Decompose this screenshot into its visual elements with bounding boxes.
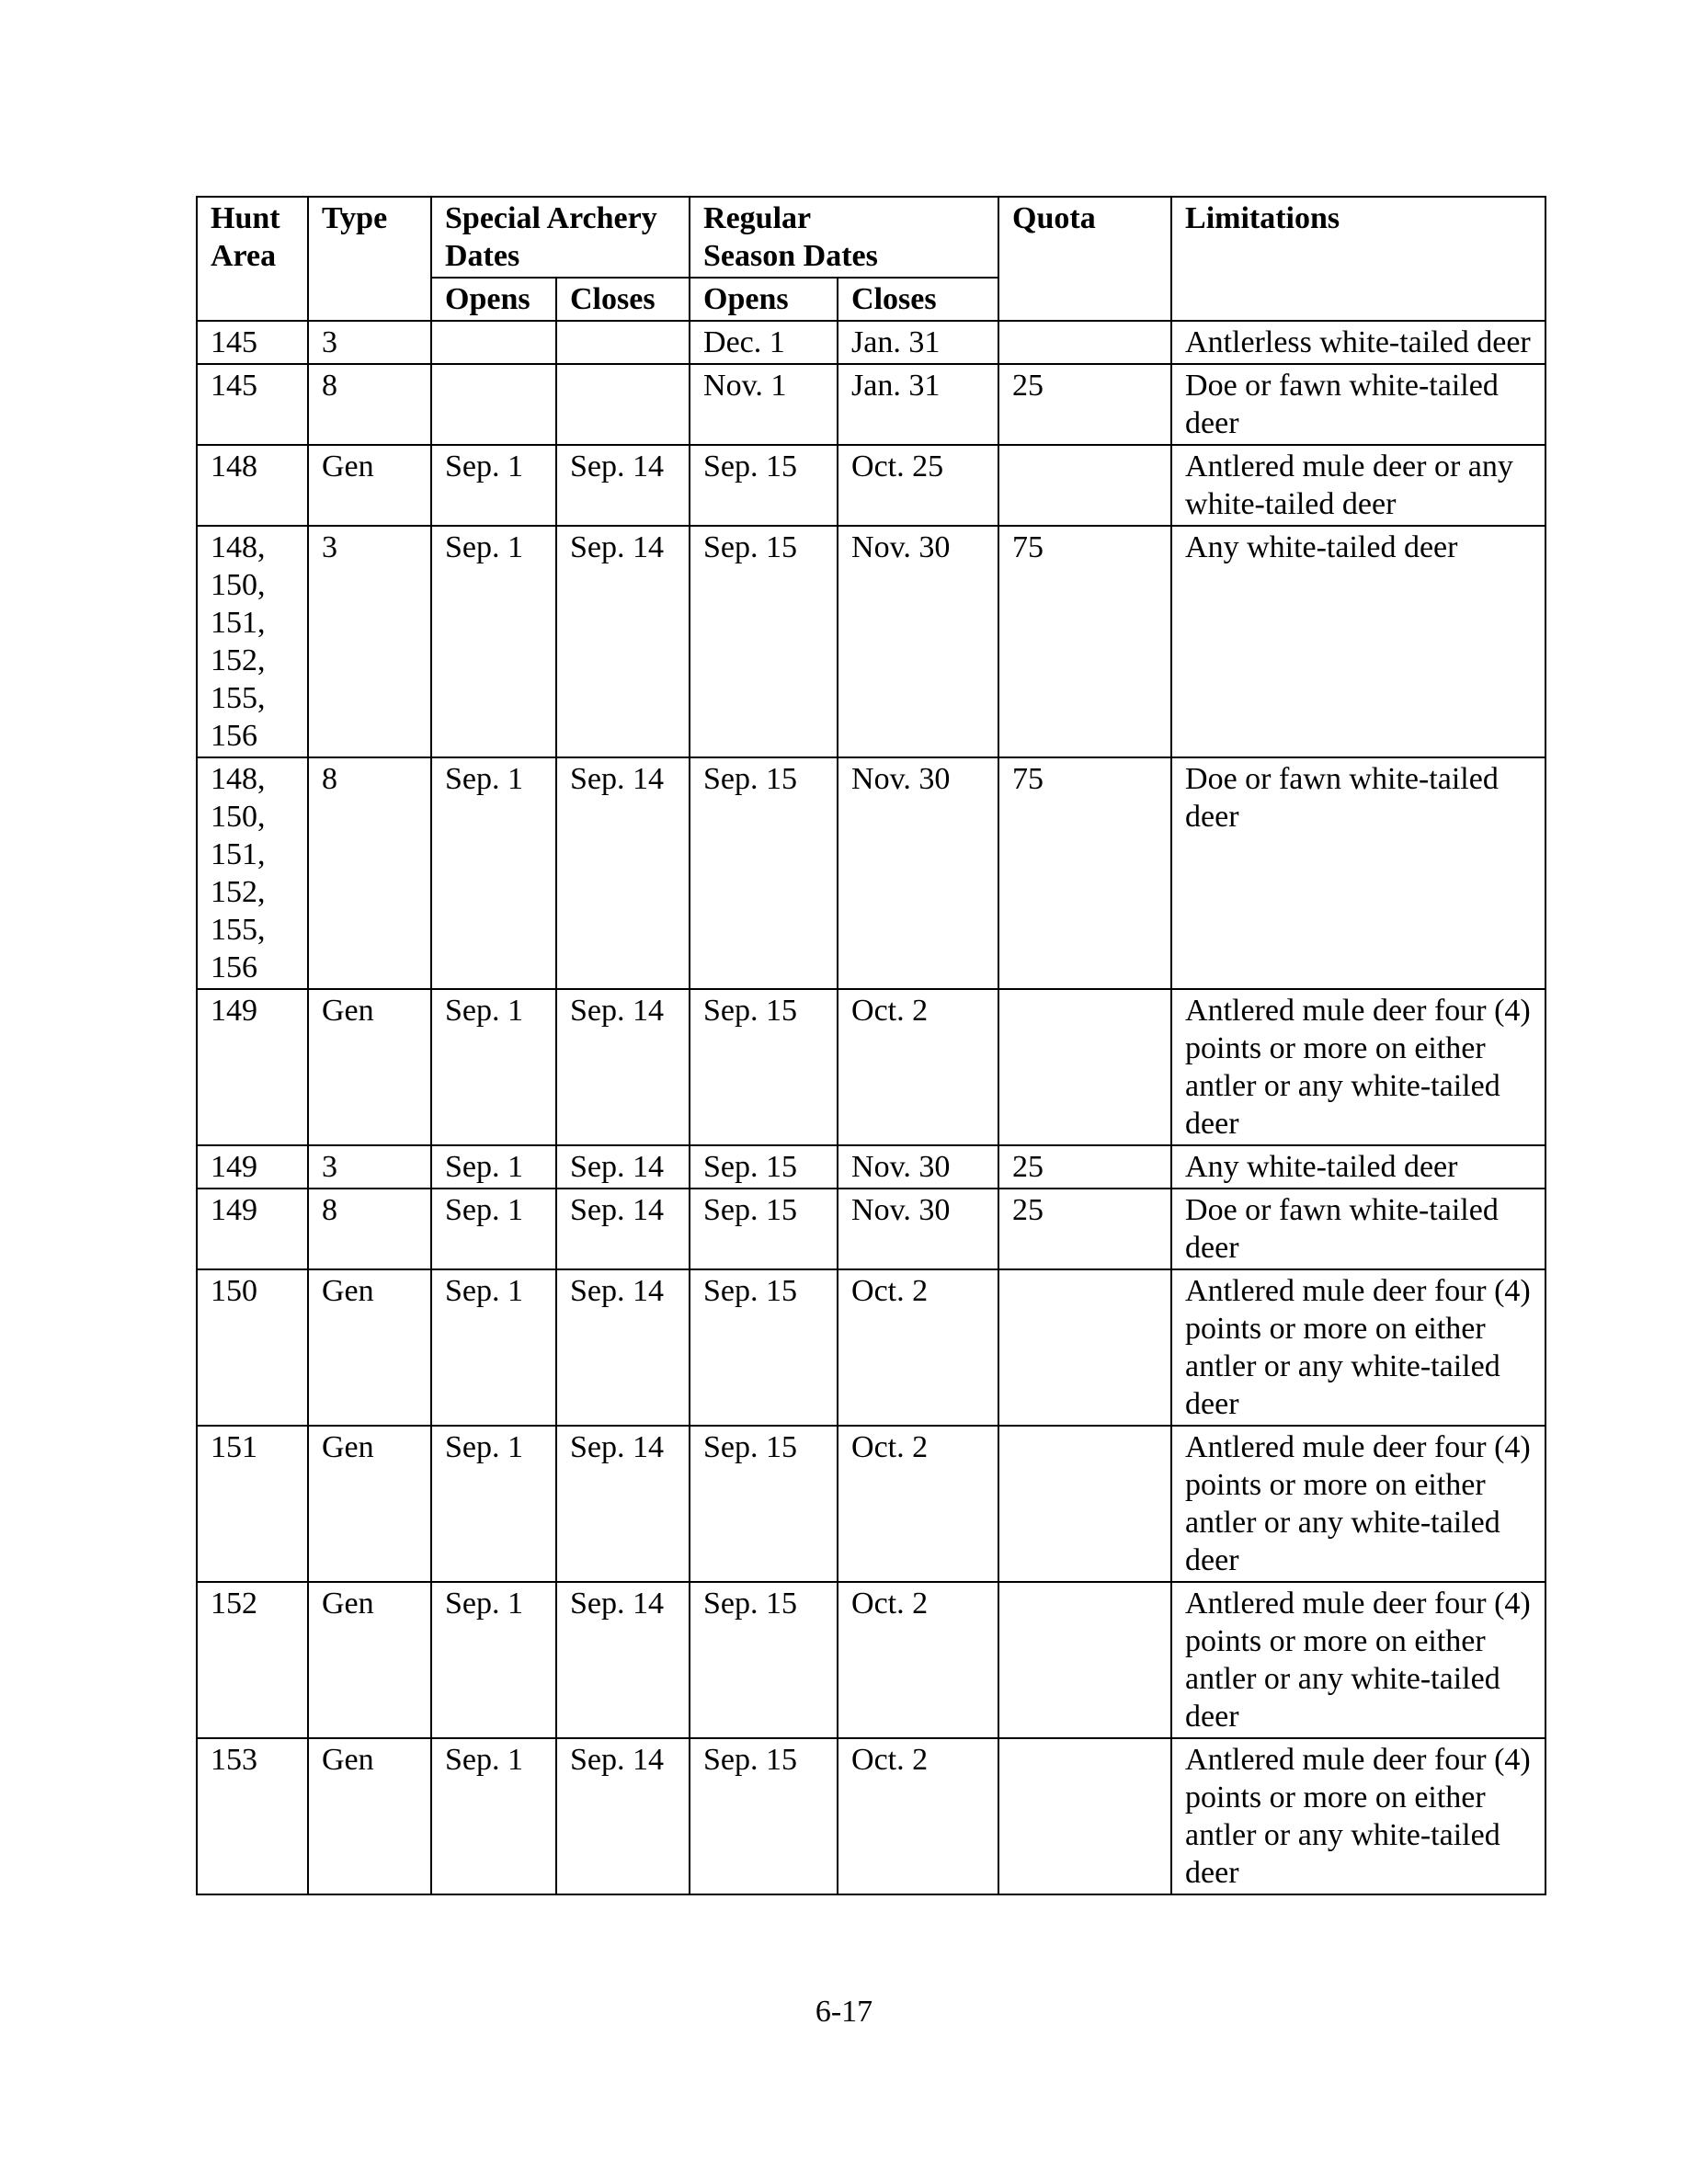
cell-archery-closes: Sep. 14 <box>556 1738 690 1894</box>
cell-regular-closes: Nov. 30 <box>838 526 998 757</box>
cell-quota <box>998 1269 1171 1426</box>
table-row <box>197 1426 1545 1582</box>
cell-limitations: Antlered mule deer four (4) points or more on either antler or any white-tailed deer <box>1171 1738 1545 1894</box>
cell-limitations: Any white-tailed deer <box>1171 526 1545 757</box>
cell-type: Gen <box>308 1582 431 1738</box>
cell-type: 3 <box>308 321 431 364</box>
cell-limitations: Antlerless white-tailed deer <box>1171 321 1545 364</box>
cell-hunt-area: 145 <box>197 364 308 445</box>
cell-type: 3 <box>308 1145 431 1189</box>
cell-archery-closes: Sep. 14 <box>556 1269 690 1426</box>
table-row <box>197 1145 1545 1189</box>
cell-limitations: Doe or fawn white-tailed deer <box>1171 757 1545 989</box>
cell-hunt-area: 152 <box>197 1582 308 1738</box>
cell-archery-opens: Sep. 1 <box>431 1269 556 1426</box>
cell-archery-closes: Sep. 14 <box>556 757 690 989</box>
table-row <box>197 364 1545 445</box>
table-row <box>197 445 1545 526</box>
cell-archery-closes <box>556 321 690 364</box>
cell-limitations: Any white-tailed deer <box>1171 1145 1545 1189</box>
cell-limitations: Antlered mule deer four (4) points or more on either antler or any white-tailed deer <box>1171 1269 1545 1426</box>
cell-type: 8 <box>308 1189 431 1269</box>
header-regular-closes: Closes <box>838 278 998 321</box>
cell-regular-opens: Sep. 15 <box>690 1269 838 1426</box>
cell-hunt-area: 149 <box>197 1145 308 1189</box>
page-number: 6-17 <box>815 1995 873 2029</box>
header-archery-opens: Opens <box>431 278 556 321</box>
cell-regular-closes: Nov. 30 <box>838 1189 998 1269</box>
cell-archery-closes <box>556 364 690 445</box>
cell-limitations: Antlered mule deer four (4) points or more on either antler or any white-tailed deer <box>1171 1582 1545 1738</box>
cell-type: Gen <box>308 1269 431 1426</box>
table-row <box>197 526 1545 757</box>
cell-quota: 25 <box>998 1189 1171 1269</box>
header-quota: Quota <box>998 197 1171 321</box>
cell-hunt-area: 150 <box>197 1269 308 1426</box>
table-row <box>197 1189 1545 1269</box>
cell-archery-opens: Sep. 1 <box>431 1738 556 1894</box>
header-limitations: Limitations <box>1171 197 1545 321</box>
cell-regular-opens: Sep. 15 <box>690 1582 838 1738</box>
table-row <box>197 321 1545 364</box>
header-special-archery-label: Special Archery <box>445 201 657 235</box>
cell-type: 3 <box>308 526 431 757</box>
cell-regular-opens: Sep. 15 <box>690 1189 838 1269</box>
cell-quota <box>998 989 1171 1145</box>
cell-type: Gen <box>308 445 431 526</box>
cell-regular-closes: Jan. 31 <box>838 321 998 364</box>
cell-archery-opens: Sep. 1 <box>431 445 556 526</box>
cell-regular-opens: Dec. 1 <box>690 321 838 364</box>
header-hunt-label: Hunt <box>211 201 280 235</box>
cell-type: Gen <box>308 1426 431 1582</box>
cell-quota <box>998 1582 1171 1738</box>
header-hunt-area <box>197 197 308 321</box>
cell-quota <box>998 1426 1171 1582</box>
cell-archery-opens: Sep. 1 <box>431 1426 556 1582</box>
cell-hunt-area: 148, 150, 151, 152, 155, 156 <box>197 526 308 757</box>
cell-regular-opens: Sep. 15 <box>690 757 838 989</box>
cell-quota: 75 <box>998 526 1171 757</box>
cell-hunt-area: 149 <box>197 1189 308 1269</box>
cell-regular-opens: Sep. 15 <box>690 1738 838 1894</box>
table-row <box>197 757 1545 989</box>
cell-regular-opens: Sep. 15 <box>690 445 838 526</box>
cell-regular-closes: Nov. 30 <box>838 757 998 989</box>
cell-archery-opens <box>431 321 556 364</box>
cell-regular-closes: Oct. 2 <box>838 1582 998 1738</box>
cell-hunt-area: 149 <box>197 989 308 1145</box>
cell-regular-closes: Oct. 2 <box>838 1426 998 1582</box>
cell-archery-closes: Sep. 14 <box>556 1426 690 1582</box>
cell-archery-closes: Sep. 14 <box>556 445 690 526</box>
header-archery-closes: Closes <box>556 278 690 321</box>
header-row-top <box>197 197 1545 278</box>
header-regular-opens: Opens <box>690 278 838 321</box>
cell-archery-opens: Sep. 1 <box>431 757 556 989</box>
cell-regular-closes: Oct. 2 <box>838 1269 998 1426</box>
cell-regular-opens: Sep. 15 <box>690 1426 838 1582</box>
cell-limitations: Doe or fawn white-tailed deer <box>1171 364 1545 445</box>
header-area-label: Area <box>211 239 277 273</box>
header-season-dates-label: Season Dates <box>703 239 878 273</box>
cell-regular-opens: Nov. 1 <box>690 364 838 445</box>
cell-type: 8 <box>308 364 431 445</box>
cell-archery-opens: Sep. 1 <box>431 1145 556 1189</box>
header-archery-dates-label: Dates <box>445 239 520 273</box>
cell-quota <box>998 1738 1171 1894</box>
cell-archery-closes: Sep. 14 <box>556 1582 690 1738</box>
cell-hunt-area: 145 <box>197 321 308 364</box>
cell-quota: 75 <box>998 757 1171 989</box>
cell-archery-opens: Sep. 1 <box>431 526 556 757</box>
table-body <box>197 321 1545 1894</box>
cell-regular-closes: Oct. 2 <box>838 989 998 1145</box>
table-row <box>197 1582 1545 1738</box>
cell-regular-opens: Sep. 15 <box>690 989 838 1145</box>
table-row <box>197 989 1545 1145</box>
cell-quota <box>998 445 1171 526</box>
cell-hunt-area: 148, 150, 151, 152, 155, 156 <box>197 757 308 989</box>
cell-archery-closes: Sep. 14 <box>556 989 690 1145</box>
cell-hunt-area: 151 <box>197 1426 308 1582</box>
cell-regular-closes: Oct. 2 <box>838 1738 998 1894</box>
cell-archery-opens: Sep. 1 <box>431 989 556 1145</box>
cell-hunt-area: 153 <box>197 1738 308 1894</box>
cell-limitations: Antlered mule deer or any white-tailed deer <box>1171 445 1545 526</box>
cell-type: Gen <box>308 1738 431 1894</box>
cell-regular-closes: Nov. 30 <box>838 1145 998 1189</box>
cell-archery-opens: Sep. 1 <box>431 1189 556 1269</box>
cell-archery-closes: Sep. 14 <box>556 526 690 757</box>
header-type: Type <box>308 197 431 321</box>
cell-type: 8 <box>308 757 431 989</box>
header-regular-label: Regular <box>703 201 812 235</box>
cell-archery-opens: Sep. 1 <box>431 1582 556 1738</box>
cell-regular-opens: Sep. 15 <box>690 1145 838 1189</box>
table-row <box>197 1269 1545 1426</box>
table-row <box>197 1738 1545 1894</box>
cell-quota: 25 <box>998 364 1171 445</box>
header-regular-season-dates <box>690 197 998 278</box>
cell-archery-closes: Sep. 14 <box>556 1145 690 1189</box>
cell-limitations: Antlered mule deer four (4) points or more on either antler or any white-tailed deer <box>1171 1426 1545 1582</box>
cell-archery-closes: Sep. 14 <box>556 1189 690 1269</box>
cell-quota <box>998 321 1171 364</box>
header-special-archery-dates <box>431 197 690 278</box>
cell-regular-opens: Sep. 15 <box>690 526 838 757</box>
cell-regular-closes: Oct. 25 <box>838 445 998 526</box>
cell-limitations: Antlered mule deer four (4) points or more on either antler or any white-tailed deer <box>1171 989 1545 1145</box>
cell-quota: 25 <box>998 1145 1171 1189</box>
cell-hunt-area: 148 <box>197 445 308 526</box>
hunt-season-table <box>196 196 1546 1895</box>
cell-regular-closes: Jan. 31 <box>838 364 998 445</box>
cell-limitations: Doe or fawn white-tailed deer <box>1171 1189 1545 1269</box>
cell-archery-opens <box>431 364 556 445</box>
cell-type: Gen <box>308 989 431 1145</box>
